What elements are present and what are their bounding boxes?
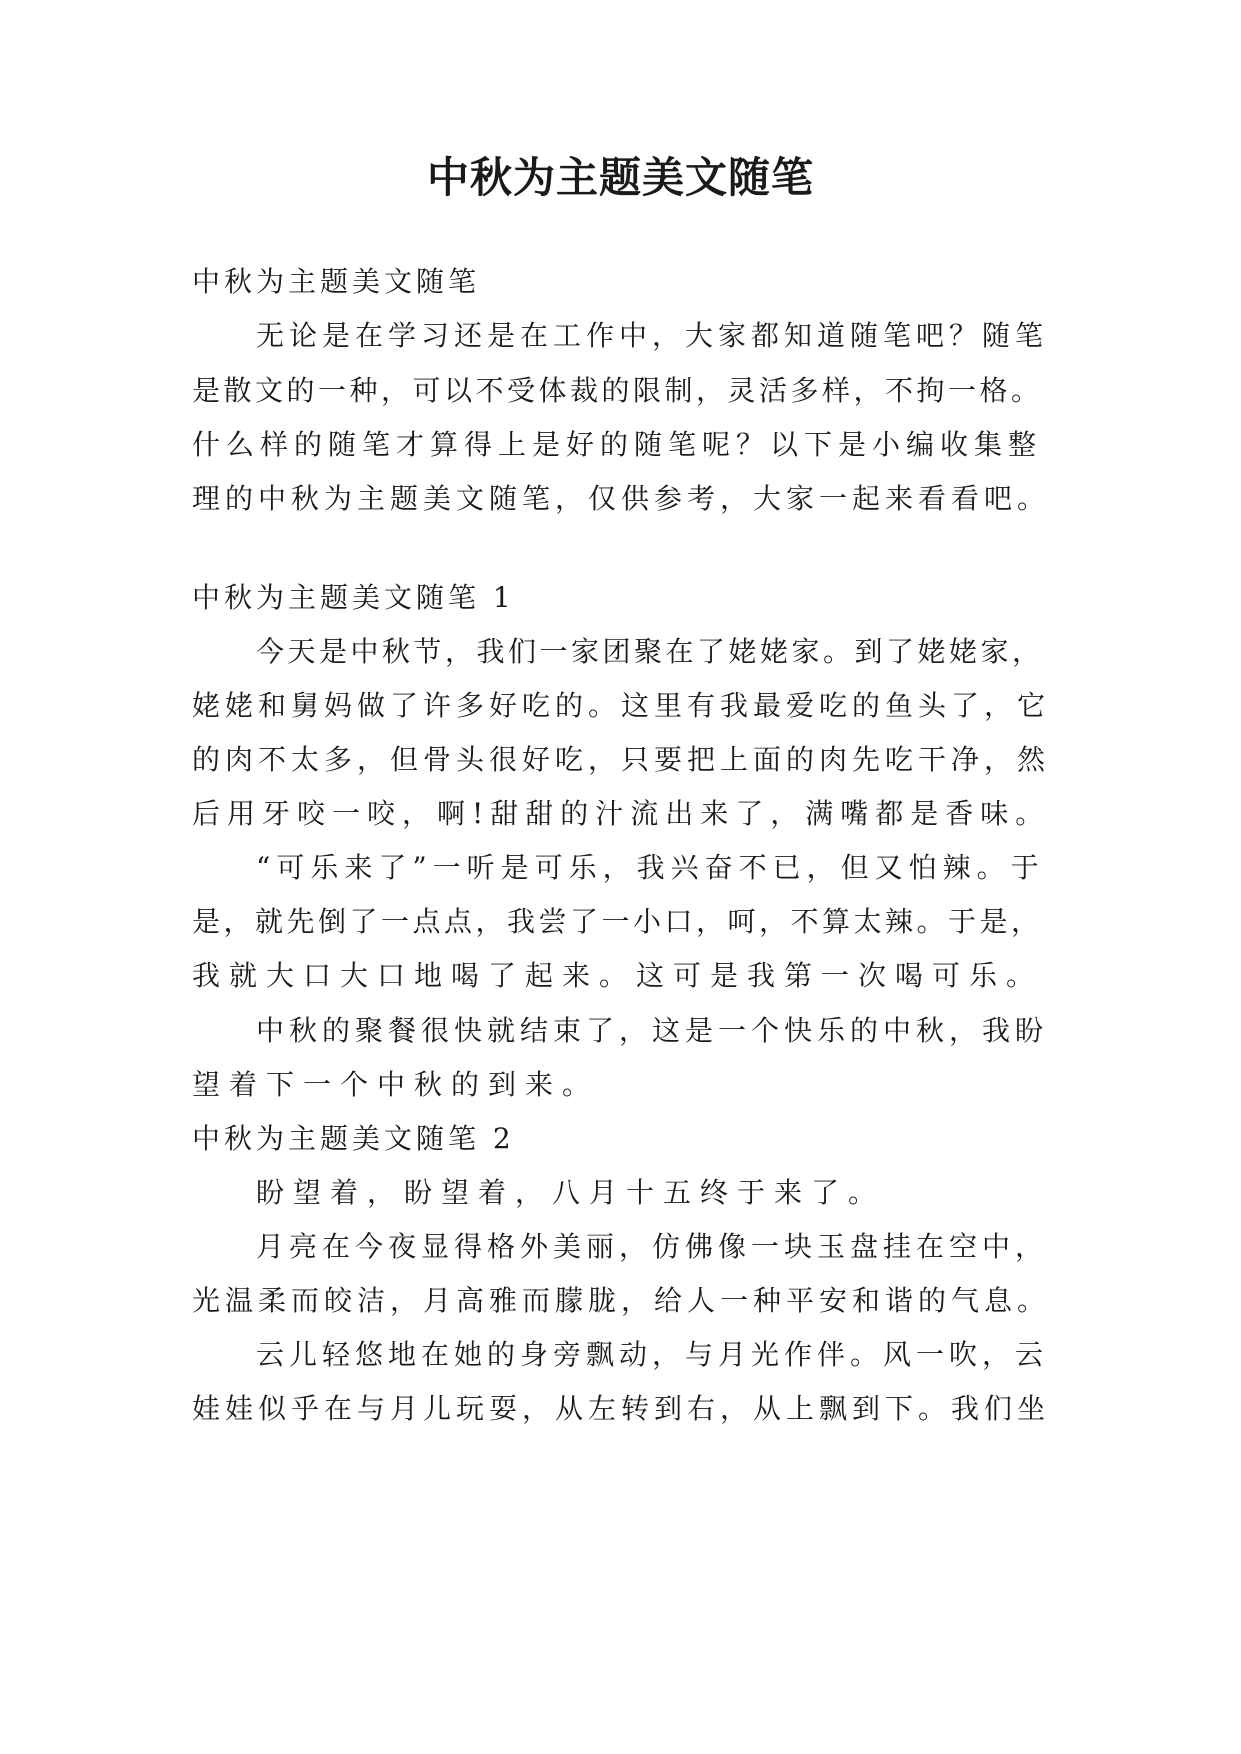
paragraph-line: 的肉不太多，但骨头很好吃，只要把上面的肉先吃干净，然	[192, 743, 1051, 776]
paragraph-line: 后用牙咬一咬，啊!甜甜的汁流出来了，满嘴都是香味。	[192, 797, 1051, 830]
paragraph-line: 今天是中秋节，我们一家团聚在了姥姥家。到了姥姥家，	[256, 635, 1044, 668]
paragraph-line: “可乐来了”一听是可乐，我兴奋不已，但又怕辣。于	[256, 851, 1045, 884]
paragraph-line: 盼望着，盼望着，八月十五终于来了。	[256, 1176, 886, 1209]
intro-line: 无论是在学习还是在工作中，大家都知道随笔吧？随笔	[256, 319, 1049, 352]
paragraph-line: 娃娃似乎在与月儿玩耍，从左转到右，从上飘到下。我们坐	[192, 1392, 1051, 1425]
section-heading: 中秋为主题美文随笔 2	[192, 1122, 515, 1155]
document-title: 中秋为主题美文随笔	[426, 153, 814, 202]
intro-line: 是散文的一种，可以不受体裁的限制，灵活多样，不拘一格。	[192, 374, 1043, 407]
intro-line: 什么样的随笔才算得上是好的随笔呢？以下是小编收集整	[192, 428, 1043, 461]
intro-heading: 中秋为主题美文随笔	[192, 265, 481, 298]
paragraph-line: 是，就先倒了一点点，我尝了一小口，呵，不算太辣。于是，	[192, 905, 1043, 938]
paragraph-line: 我就大口大口地喝了起来。这可是我第一次喝可乐。	[192, 959, 1044, 992]
paragraph-line: 月亮在今夜显得格外美丽，仿佛像一块玉盘挂在空中，	[256, 1230, 1049, 1263]
paragraph-line: 中秋的聚餐很快就结束了，这是一个快乐的中秋，我盼	[256, 1014, 1049, 1047]
paragraph-line: 望着下一个中秋的到来。	[192, 1068, 600, 1101]
paragraph-line: 姥姥和舅妈做了许多好吃的。这里有我最爱吃的鱼头了，它	[192, 689, 1051, 722]
intro-line: 理的中秋为主题美文随笔，仅供参考，大家一起来看看吧。	[192, 482, 1051, 515]
paragraph-line: 光温柔而皎洁，月高雅而朦胧，给人一种平安和谐的气息。	[192, 1284, 1051, 1317]
paragraph-line: 云儿轻悠地在她的身旁飘动，与月光作伴。风一吹，云	[256, 1338, 1049, 1371]
section-heading: 中秋为主题美文随笔 1	[192, 581, 515, 614]
